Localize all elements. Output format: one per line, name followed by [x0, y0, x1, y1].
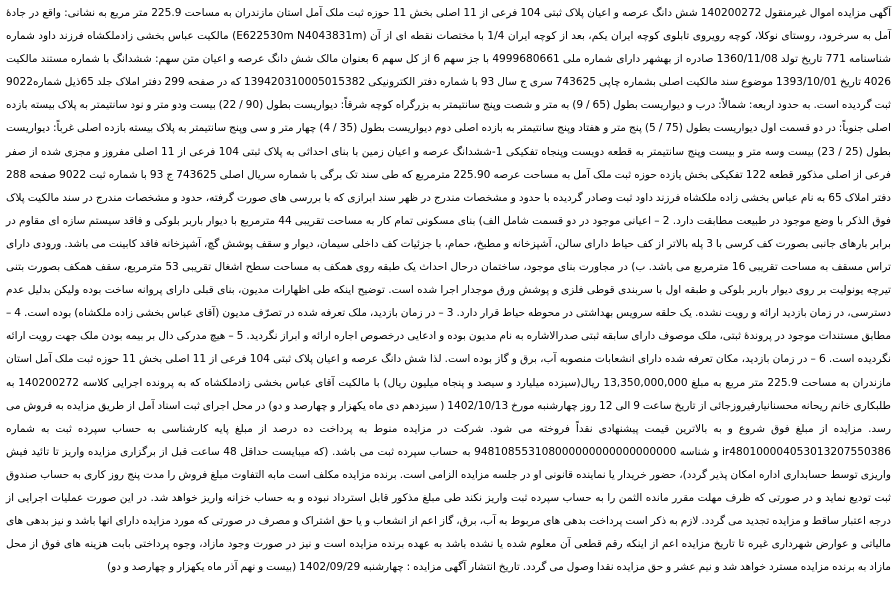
auction-notice-body: آگهی مزایده اموال غیرمنقول 140200272 شش دانگ عرصه و اعیان پلاک ثبتی 104 فرعی از 11 اصلی بخش 11 حوزه ثبت ملک آمل استان مازندران به مساحت 225.9 متر مربع به نشانی: واقع در جادهٔ آمل به سرخرود، روستای نوکلا، کوچه رویروی تابلوی کوچه ایران یکم، بعد از کوچه ایران 1/4 با مختصات نقطه ای از آن (E622530m N4043831m) مالکیت عباس بخشی زادملکشاه فرزند داود شماره شناسنامه 771 تاریخ تولد 1360/11/08 صادره از بهشهر دارای شماره ملی 4999680661 با جز سهم 6 از کل سهم 6 بعنوان مالک شش دانگ عرصه و اعیان متن سهم: ششدانگ با شماره مستند مالکیت 4026 تاریخ 1393/10/01 موضوع سند مالکیت اصلی بشماره چاپی 743625 سری ج سال 93 با شماره دفتر الکترونیکی 139420310005015382 که در صفحه 299 دفتر املاک جلد 65ذیل شماره9022 ثبت گردیده است. به حدود اربعه: شمالاً: درب و دیواریست بطول (65 / 9) به متر و شصت وپنج سانتیمتر به بزرگراه کوچه شرقاً: دیواریست بطول (90 / 22) بیست ودو متر و نود سانتیمتر به پلاک بیسته بازده اصلی جنوباً: در دو قسمت اول دیواریست بطول (75 / 5) پنج متر و هفتاد وپنج سانتیمتر به بازده اصلی دوم دیواریست بطول (35 / 4) چهار متر و سی وپنج سانتیمتر به پلاک بیسته بازده اصلی غرباً: دیواریست بطول (25 / 23) بیست وسه متر و بیست وپنج سانتیمتر به قطعه دویست وپنجاه تفکیکی 1-ششدانگ عرصه و اعیان زمین با بنای احداثی به پلاک ثبتی 104 فرعی از 11 اصلی مفروز و مجزی شده از صفر فرعی از اصلی مذکور قطعه 122 تفکیکی بخش یازده حوزه ثبت ملک آمل به مساحت عرصه 225.90 مترمربع که طی سند تک برگی با شماره سریال اصلی 743625 ج 93 با شماره ثبت 9022 صفحه 288 دفتر املاک 65 به نام عباس بخشی زاده ملکشاه فرزند داود ثبت وصادر گردیده با حدود و مشخصات مندرج در ظهر سند ابرازی که با بررسی های صورت گرفته، حدود و مشخصات مندرج در سند مالکیت پلاک فوق الذکر با وضع موجود در طبیعت مطابقت دارد. 2 – اعیانی موجود در دو قسمت شامل الف) بنای مسکونی تمام کار به مساحت تقریبی 44 مترمربع با دیوار باربر بلوکی و فاقد سیستم سازه ای مقاوم در برابر بارهای جانبی بصورت کف کرسی با 3 پله بالاتر از کف حیاط دارای سالن، آشپزخانه و مطبخ، حمام، با جزئیات کف داخلی سیمان، دیوار و سقف پوشش گچ، آشپزخانه فاقد کابینت می باشد. ورودی دارای تراس مسقف به مساحت تقریبی 16 مترمربع می باشد. ب) در مجاورت بنای موجود، ساختمان درحال احداث یک طبقه روی همکف به مساحت سطح اشغال تقریبی 53 مترمربع، سقف همکف بصورت بتنی تیرچه یونولیت بر روی دیوار باربر بلوکی و طبقه اول با سربندی قوطی فلزی و پوشش ورق موجدار اجرا شده است. توضیح اینکه طی اظهارات مدیون، بنای قبلی دارای پروانه ساخت بوده ولیکن بدلیل عدم دسترسی، در زمان بازدید ارائه و رویت نشده. یک حلقه سرویس بهداشتی در محوطه حیاط قرار دارد. 3 – در زمان بازدید، ملک تعرفه شده در تصرّف مدیون (آقای عباس بخشی زاده ملکشاه) بوده است. 4 – مطابق مستندات موجود در پروندهٔ ثبتی، ملک موصوف دارای سابقه ثبتی صدرالاشاره به نام مدیون بوده و ادعایی درخصوص اجاره ارائه و ابراز نگردید. 5 – هیچ مدرکی دال بر بیمه بودن ملک جهت رویت ارائه نگردیده است. 6 – در زمان بازدید، مکان تعرفه شده دارای انشعابات منصوبه آب، برق و گاز بوده است. لذا شش دانگ عرصه و اعیان پلاک ثبتی 104 فرعی از 11 اصلی بخش 11 حوزه ثبت ملک آمل استان مازندران به مساحت 225.9 متر مربع به مبلغ 13,350,000,000 ریال(سیزده میلیارد و سیصد و پنجاه میلیون ریال) با مالکیت آقای عباس بخشی زادملکشاه که به پرونده اجرایی کلاسه 140200272 به طلبکاری خانم ریحانه محسنانیارفیروزجائی از تاریخ ساعت 9 الی 12 روز چهارشنبه مورخ 1402/10/13 ( سیزدهم دی ماه یکهزار و چهارصد و دو) در محل اجرای ثبت اسناد آمل از طریق مزایده به فروش می رسد. مزایده از مبلغ فوق شروع و به بالاترین قیمت پیشنهادی نقداً فروخته می شود. شرکت در مزایده منوط به پرداخت ده درصد از مبلغ پایه کارشناسی به حساب سپرده ثبت به شماره ir480100004053013207550386 و شناسه 948108553108000000000000000000 به حساب سپرده ثبت می باشد. (که میبایست حداقل 48 ساعت قبل از برگزاری مزایده واریز تا تائید فیش واریزی توسط حسابداری اداره امکان پذیر گردد)، حضور خریدار یا نماینده قانونی او در جلسه مزایده الزامی است. برنده مزایده مکلف است مابه التفاوت مبلغ فروش را مدت پنج روز کاری به حساب صندوق ثبت تودیع نماید و در صورتی که ظرف مهلت مقرر مانده الثمن را به حساب سپرده ثبت واریز نکند طی مبلغ مذکور قابل استرداد نبوده و به حساب خزانه واریز خواهد شد. در این صورت عملیات اجرایی از درجه اعتبار ساقط و مزایده تجدید می گردد. لازم به ذکر است پرداخت بدهی های مربوط به آب، برق، گاز اعم از انشعاب و یا حق اشتراک و مصرف در صورتی که مورد مزایده دارای انها باشد و نیز بدهی های مالیاتی و عوارض شهرداری غیره تا تاریخ مزایده اعم از اینکه رقم قطعی آن معلوم شده یا نشده باشد به عهده برنده مزایده است و نیز در صورت وجود مازاد، وجوه پرداختی بابت هزینه های فوق از محل مازاد به برنده مزایده مسترد خواهد شد و نیم عشر و حق مزایده نقدا وصول می گردد. تاریخ انتشار آگهی مزایده : چهارشنبه 1402/09/29 (بیست و نهم آذر ماه یکهزار و چهارصد و دو) — [6, 7, 892, 574]
